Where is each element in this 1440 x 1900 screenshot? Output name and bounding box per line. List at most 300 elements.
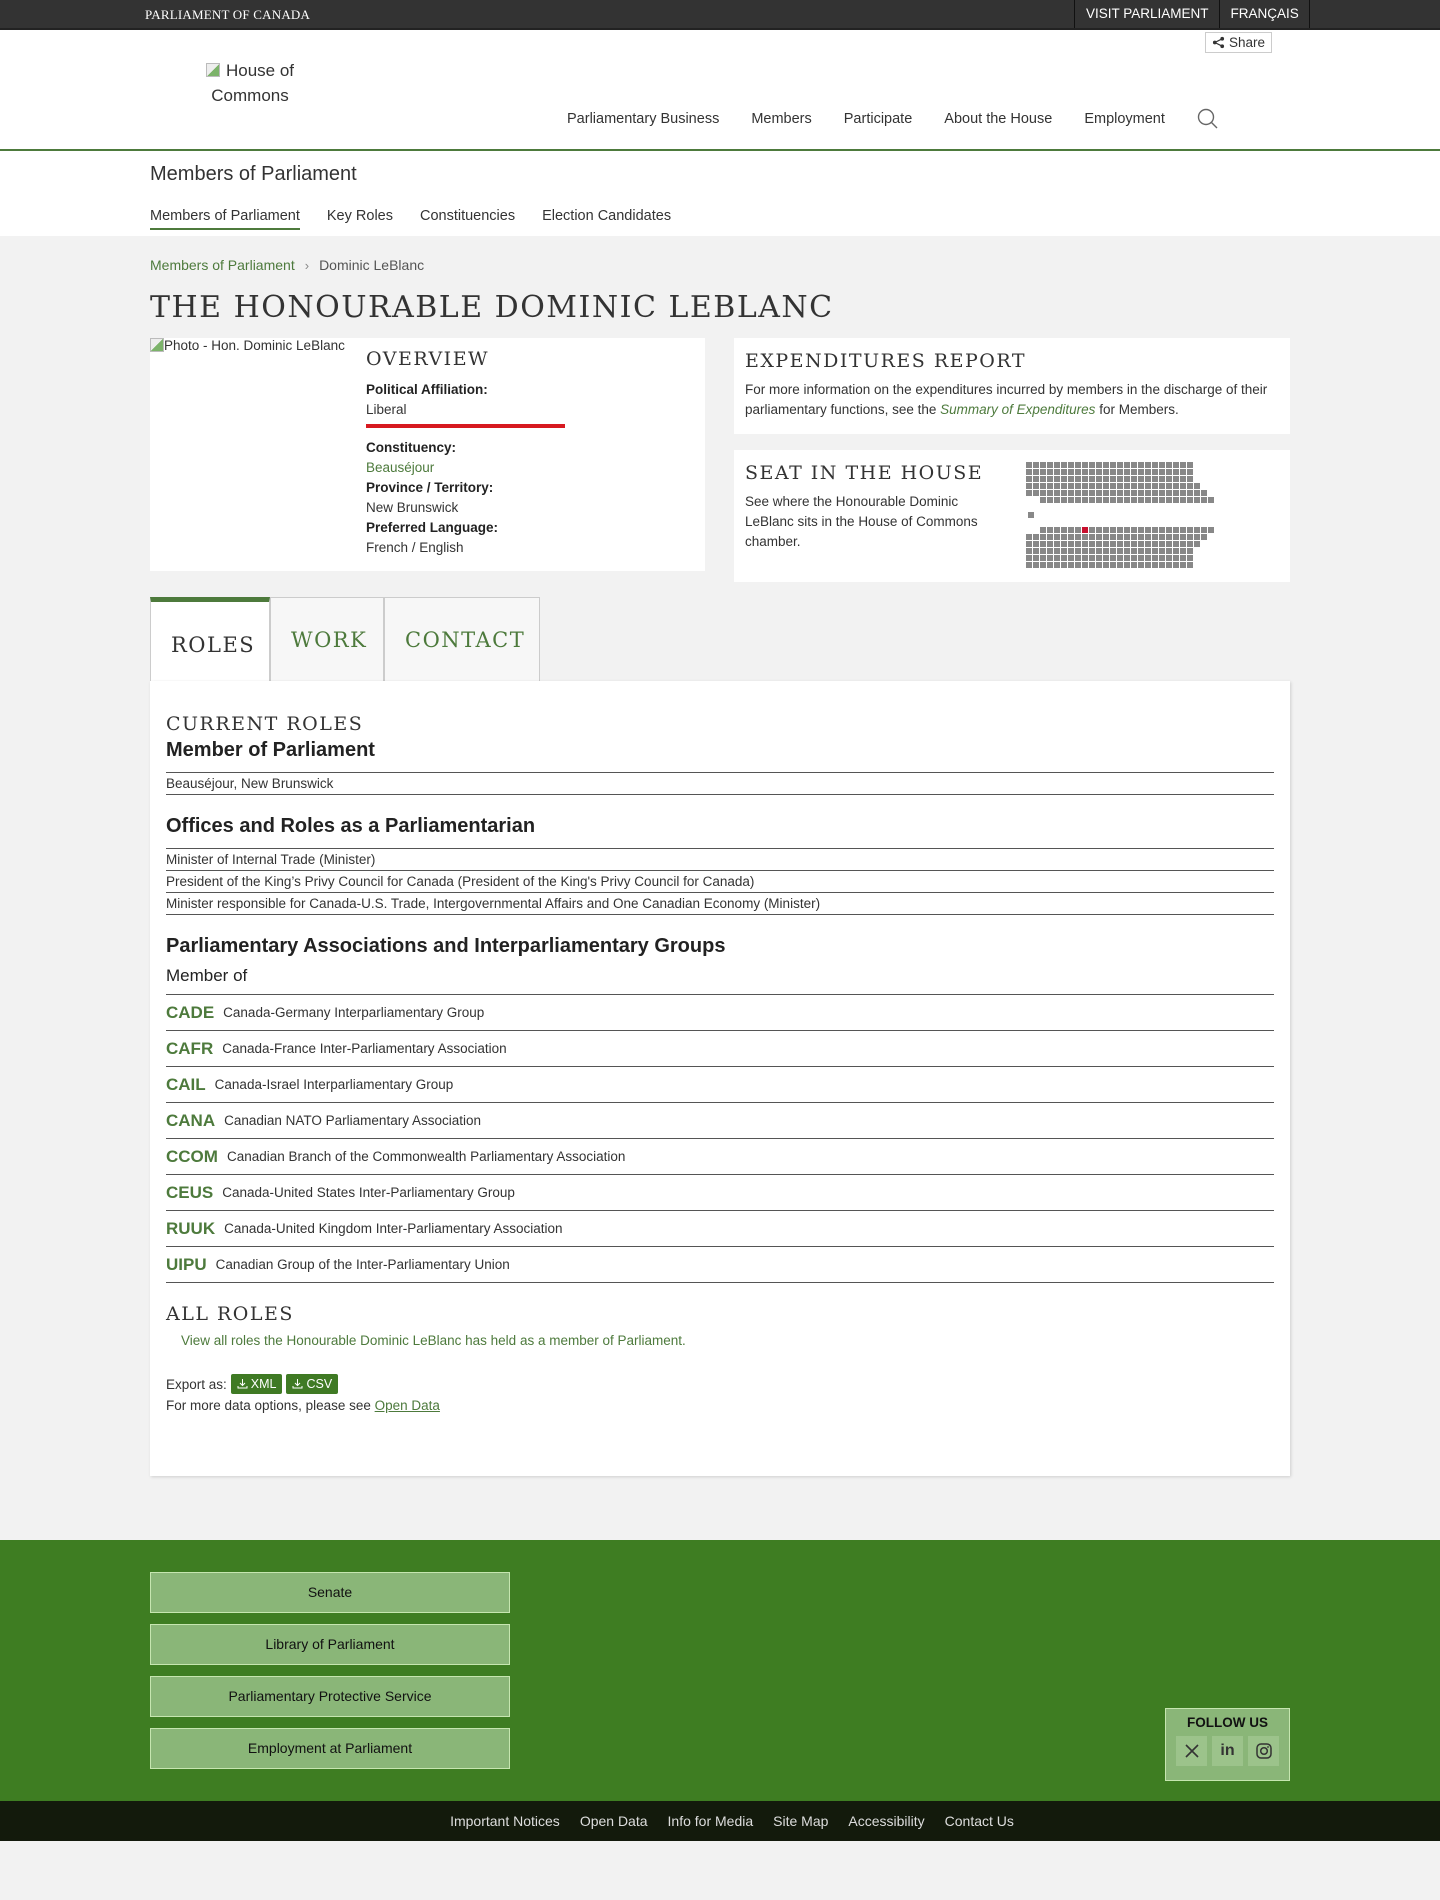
seat[interactable] <box>1103 476 1109 482</box>
seat[interactable] <box>1124 462 1130 468</box>
seat[interactable] <box>1068 534 1074 540</box>
seat[interactable] <box>1131 555 1137 561</box>
seat[interactable] <box>1124 497 1130 503</box>
seat[interactable] <box>1208 497 1214 503</box>
seat[interactable] <box>1026 476 1032 482</box>
parliament-brand[interactable]: PARLIAMENT OF CANADA <box>145 7 311 22</box>
seat[interactable] <box>1082 548 1088 554</box>
seat[interactable] <box>1075 541 1081 547</box>
seat[interactable] <box>1187 469 1193 475</box>
seat[interactable] <box>1208 527 1214 533</box>
seat[interactable] <box>1040 555 1046 561</box>
seat[interactable] <box>1110 469 1116 475</box>
export-csv-button[interactable] <box>286 1374 338 1394</box>
association-row[interactable] <box>166 1175 1274 1211</box>
seat[interactable] <box>1040 534 1046 540</box>
seat[interactable] <box>1138 541 1144 547</box>
view-all-roles-link[interactable]: View all roles the Honourable Dominic LeBlanc has held as a member of Parliament. <box>181 1333 686 1348</box>
info-for-media-link[interactable]: Info for Media <box>667 1813 754 1829</box>
seat[interactable] <box>1187 562 1193 568</box>
seat[interactable] <box>1061 541 1067 547</box>
important-notices-link[interactable]: Important Notices <box>450 1813 560 1829</box>
seat[interactable] <box>1173 462 1179 468</box>
association-code[interactable]: UIPU <box>166 1254 207 1274</box>
seat[interactable] <box>1054 548 1060 554</box>
seat[interactable] <box>1054 497 1060 503</box>
seat[interactable] <box>1173 483 1179 489</box>
seat[interactable] <box>1047 548 1053 554</box>
seat[interactable] <box>1117 476 1123 482</box>
association-row[interactable] <box>166 1031 1274 1067</box>
summary-of-expenditures-link[interactable]: Summary of Expenditures <box>940 402 1096 417</box>
seat[interactable] <box>1089 527 1095 533</box>
seat[interactable] <box>1082 555 1088 561</box>
seat[interactable] <box>1145 534 1151 540</box>
tab-work[interactable]: WORK <box>270 597 384 681</box>
seat[interactable] <box>1061 562 1067 568</box>
subnav-key-roles[interactable]: Key Roles <box>326 208 393 224</box>
seat[interactable] <box>1033 476 1039 482</box>
seat[interactable] <box>1054 562 1060 568</box>
seat[interactable] <box>1166 462 1172 468</box>
seat[interactable] <box>1138 548 1144 554</box>
seat[interactable] <box>1103 562 1109 568</box>
seat[interactable] <box>1166 555 1172 561</box>
seat[interactable] <box>1166 490 1172 496</box>
seat[interactable] <box>1124 476 1130 482</box>
seat[interactable] <box>1138 497 1144 503</box>
seat[interactable] <box>1117 534 1123 540</box>
seat[interactable] <box>1166 476 1172 482</box>
seat[interactable] <box>1096 562 1102 568</box>
association-code[interactable]: CANA <box>166 1110 216 1130</box>
seat[interactable] <box>1131 534 1137 540</box>
seat[interactable] <box>1075 462 1081 468</box>
seat[interactable] <box>1117 462 1123 468</box>
seat[interactable] <box>1103 497 1109 503</box>
seat[interactable] <box>1075 562 1081 568</box>
seat[interactable] <box>1096 483 1102 489</box>
seat[interactable] <box>1159 534 1165 540</box>
seat[interactable] <box>1110 555 1116 561</box>
seat[interactable] <box>1061 548 1067 554</box>
seat[interactable] <box>1033 548 1039 554</box>
association-code[interactable]: RUUK <box>166 1218 216 1238</box>
seat[interactable] <box>1124 541 1130 547</box>
seat[interactable] <box>1131 548 1137 554</box>
seat[interactable] <box>1180 534 1186 540</box>
accessibility-link[interactable]: Accessibility <box>848 1813 925 1829</box>
seat[interactable] <box>1124 534 1130 540</box>
export-xml-button[interactable] <box>231 1374 283 1394</box>
seat[interactable] <box>1082 562 1088 568</box>
subnav-constituencies[interactable]: Constituencies <box>419 208 516 224</box>
seat[interactable] <box>1110 562 1116 568</box>
seat[interactable] <box>1068 469 1074 475</box>
open-data-link[interactable]: Open Data <box>374 1398 440 1413</box>
seat[interactable] <box>1110 483 1116 489</box>
seat[interactable] <box>1180 562 1186 568</box>
seat[interactable] <box>1124 527 1130 533</box>
seat[interactable] <box>1103 534 1109 540</box>
seat[interactable] <box>1103 462 1109 468</box>
seat[interactable] <box>1187 490 1193 496</box>
seat[interactable] <box>1159 548 1165 554</box>
seat[interactable] <box>1096 497 1102 503</box>
association-code[interactable]: CADE <box>166 1002 215 1022</box>
seat[interactable] <box>1152 541 1158 547</box>
seat[interactable] <box>1026 483 1032 489</box>
seat[interactable] <box>1075 476 1081 482</box>
tab-roles[interactable]: ROLES <box>150 597 270 681</box>
seat[interactable] <box>1033 483 1039 489</box>
seat[interactable] <box>1033 534 1039 540</box>
seat[interactable] <box>1096 534 1102 540</box>
seat[interactable] <box>1166 541 1172 547</box>
seat[interactable] <box>1061 469 1067 475</box>
seat[interactable] <box>1145 483 1151 489</box>
seat[interactable] <box>1194 534 1200 540</box>
seat[interactable] <box>1096 462 1102 468</box>
seat[interactable] <box>1075 469 1081 475</box>
association-row[interactable] <box>166 1103 1274 1139</box>
seat[interactable] <box>1061 476 1067 482</box>
seat[interactable] <box>1166 483 1172 489</box>
seat[interactable] <box>1096 476 1102 482</box>
x-icon[interactable] <box>1176 1736 1207 1766</box>
seat[interactable] <box>1187 534 1193 540</box>
seat[interactable] <box>1033 490 1039 496</box>
share-button[interactable] <box>1205 32 1272 53</box>
constituency-link[interactable]: Beauséjour <box>366 460 435 475</box>
seat[interactable] <box>1026 548 1032 554</box>
seat[interactable] <box>1173 562 1179 568</box>
seat[interactable] <box>1152 469 1158 475</box>
seat[interactable] <box>1089 483 1095 489</box>
seat[interactable] <box>1061 490 1067 496</box>
site-map-link[interactable]: Site Map <box>773 1813 829 1829</box>
seat[interactable] <box>1180 476 1186 482</box>
seat[interactable] <box>1054 534 1060 540</box>
seat[interactable] <box>1040 541 1046 547</box>
seat[interactable] <box>1201 534 1207 540</box>
seat[interactable] <box>1152 497 1158 503</box>
seat[interactable] <box>1152 490 1158 496</box>
seat[interactable] <box>1166 562 1172 568</box>
nav-employment[interactable]: Employment <box>1084 111 1165 127</box>
seat[interactable] <box>1145 469 1151 475</box>
seat[interactable] <box>1082 490 1088 496</box>
seat[interactable] <box>1089 490 1095 496</box>
seat[interactable] <box>1201 490 1207 496</box>
seat[interactable] <box>1138 527 1144 533</box>
seat[interactable] <box>1075 555 1081 561</box>
seat[interactable] <box>1194 497 1200 503</box>
nav-parliamentary-business[interactable]: Parliamentary Business <box>567 111 720 127</box>
seat[interactable] <box>1194 490 1200 496</box>
seat[interactable] <box>1047 476 1053 482</box>
seat[interactable] <box>1033 469 1039 475</box>
seat[interactable] <box>1117 527 1123 533</box>
seat[interactable] <box>1152 483 1158 489</box>
seat[interactable] <box>1159 462 1165 468</box>
seat[interactable] <box>1138 490 1144 496</box>
seat[interactable] <box>1068 555 1074 561</box>
seat[interactable] <box>1075 534 1081 540</box>
seat[interactable] <box>1152 555 1158 561</box>
seat[interactable] <box>1166 527 1172 533</box>
seat[interactable] <box>1124 548 1130 554</box>
seat[interactable] <box>1194 527 1200 533</box>
seat[interactable] <box>1068 483 1074 489</box>
seat[interactable] <box>1138 483 1144 489</box>
seat[interactable] <box>1131 541 1137 547</box>
seat[interactable] <box>1124 483 1130 489</box>
seat[interactable] <box>1075 497 1081 503</box>
seat[interactable] <box>1187 483 1193 489</box>
seat[interactable] <box>1026 562 1032 568</box>
seat[interactable] <box>1173 555 1179 561</box>
association-code[interactable]: CAFR <box>166 1038 214 1058</box>
seat[interactable] <box>1082 483 1088 489</box>
seat[interactable] <box>1159 476 1165 482</box>
association-row[interactable] <box>166 1139 1274 1175</box>
association-row[interactable] <box>166 1247 1274 1283</box>
seat[interactable] <box>1082 534 1088 540</box>
seat[interactable] <box>1082 462 1088 468</box>
seat[interactable] <box>1110 527 1116 533</box>
seat[interactable] <box>1061 462 1067 468</box>
seat[interactable] <box>1047 462 1053 468</box>
seat[interactable] <box>1124 469 1130 475</box>
subnav-members-of-parliament[interactable]: Members of Parliament <box>150 208 300 230</box>
seat[interactable] <box>1075 483 1081 489</box>
association-row[interactable] <box>166 1211 1274 1247</box>
seat[interactable] <box>1096 490 1102 496</box>
seating-chart[interactable] <box>1026 462 1256 572</box>
seat[interactable] <box>1082 476 1088 482</box>
seat[interactable] <box>1068 490 1074 496</box>
seat[interactable] <box>1033 541 1039 547</box>
footer-link-employment[interactable]: Employment at Parliament <box>150 1728 510 1769</box>
seat[interactable] <box>1145 548 1151 554</box>
seat[interactable] <box>1061 534 1067 540</box>
seat[interactable] <box>1180 555 1186 561</box>
seat[interactable] <box>1131 476 1137 482</box>
seat[interactable] <box>1061 483 1067 489</box>
seat[interactable] <box>1138 555 1144 561</box>
seat[interactable] <box>1159 469 1165 475</box>
seat[interactable] <box>1068 497 1074 503</box>
seat[interactable] <box>1131 562 1137 568</box>
seat[interactable] <box>1159 497 1165 503</box>
seat[interactable] <box>1026 555 1032 561</box>
seat[interactable] <box>1026 490 1032 496</box>
seat[interactable] <box>1054 541 1060 547</box>
seat[interactable] <box>1054 555 1060 561</box>
seat[interactable] <box>1054 527 1060 533</box>
seat[interactable] <box>1047 527 1053 533</box>
footer-link-senate[interactable]: Senate <box>150 1572 510 1613</box>
seat[interactable] <box>1089 534 1095 540</box>
seat[interactable] <box>1089 497 1095 503</box>
seat[interactable] <box>1145 527 1151 533</box>
seat[interactable] <box>1047 497 1053 503</box>
seat[interactable] <box>1138 534 1144 540</box>
subnav-election-candidates[interactable]: Election Candidates <box>542 208 672 224</box>
seat[interactable] <box>1145 462 1151 468</box>
seat[interactable] <box>1033 562 1039 568</box>
seat[interactable] <box>1096 555 1102 561</box>
seat[interactable] <box>1124 555 1130 561</box>
seat[interactable] <box>1152 548 1158 554</box>
seat[interactable] <box>1096 541 1102 547</box>
house-of-commons-logo[interactable] <box>180 58 320 108</box>
seat[interactable] <box>1117 469 1123 475</box>
association-code[interactable]: CCOM <box>166 1146 218 1166</box>
seat[interactable] <box>1089 462 1095 468</box>
seat[interactable] <box>1061 497 1067 503</box>
seat[interactable] <box>1026 534 1032 540</box>
seat[interactable] <box>1047 562 1053 568</box>
seat[interactable] <box>1026 462 1032 468</box>
seat[interactable] <box>1110 497 1116 503</box>
seat[interactable] <box>1187 527 1193 533</box>
seat[interactable] <box>1096 527 1102 533</box>
seat[interactable] <box>1082 497 1088 503</box>
seat[interactable] <box>1033 462 1039 468</box>
seat[interactable] <box>1131 527 1137 533</box>
seat[interactable] <box>1110 534 1116 540</box>
seat[interactable] <box>1159 483 1165 489</box>
search-icon[interactable] <box>1197 108 1219 130</box>
association-code[interactable]: CAIL <box>166 1074 206 1094</box>
seat[interactable] <box>1103 527 1109 533</box>
seat[interactable] <box>1173 476 1179 482</box>
seat[interactable] <box>1110 476 1116 482</box>
seat[interactable] <box>1173 497 1179 503</box>
seat[interactable] <box>1068 541 1074 547</box>
seat[interactable] <box>1159 527 1165 533</box>
seat[interactable] <box>1173 534 1179 540</box>
seat[interactable] <box>1145 562 1151 568</box>
seat[interactable] <box>1075 527 1081 533</box>
seat[interactable] <box>1040 483 1046 489</box>
seat[interactable] <box>1047 490 1053 496</box>
seat[interactable] <box>1061 527 1067 533</box>
seat[interactable] <box>1187 541 1193 547</box>
seat[interactable] <box>1082 469 1088 475</box>
seat[interactable] <box>1187 497 1193 503</box>
seat[interactable] <box>1145 555 1151 561</box>
seat[interactable] <box>1117 548 1123 554</box>
seat[interactable] <box>1166 534 1172 540</box>
seat[interactable] <box>1131 469 1137 475</box>
seat[interactable] <box>1110 462 1116 468</box>
seat[interactable] <box>1089 541 1095 547</box>
seat[interactable] <box>1138 469 1144 475</box>
seat[interactable] <box>1061 555 1067 561</box>
seat[interactable] <box>1110 490 1116 496</box>
seat[interactable] <box>1096 469 1102 475</box>
seat[interactable] <box>1187 548 1193 554</box>
seat[interactable] <box>1054 476 1060 482</box>
seat[interactable] <box>1054 483 1060 489</box>
seat[interactable] <box>1131 490 1137 496</box>
seat[interactable] <box>1201 497 1207 503</box>
seat[interactable] <box>1028 512 1034 518</box>
seat[interactable] <box>1166 469 1172 475</box>
seat[interactable] <box>1145 476 1151 482</box>
seat[interactable] <box>1068 527 1074 533</box>
seat[interactable] <box>1117 497 1123 503</box>
seat[interactable] <box>1131 462 1137 468</box>
seat[interactable] <box>1173 548 1179 554</box>
seat[interactable] <box>1089 469 1095 475</box>
seat[interactable] <box>1159 490 1165 496</box>
seat[interactable] <box>1173 527 1179 533</box>
seat[interactable] <box>1068 476 1074 482</box>
seat[interactable] <box>1159 562 1165 568</box>
seat[interactable] <box>1131 483 1137 489</box>
seat[interactable] <box>1068 562 1074 568</box>
seat[interactable] <box>1033 555 1039 561</box>
seat[interactable] <box>1040 527 1046 533</box>
seat[interactable] <box>1194 541 1200 547</box>
seat[interactable] <box>1180 483 1186 489</box>
seat[interactable] <box>1152 527 1158 533</box>
seat[interactable] <box>1047 469 1053 475</box>
seat[interactable] <box>1180 462 1186 468</box>
seat[interactable] <box>1187 462 1193 468</box>
seat[interactable] <box>1110 541 1116 547</box>
seat[interactable] <box>1040 490 1046 496</box>
seat[interactable] <box>1145 541 1151 547</box>
seat[interactable] <box>1145 490 1151 496</box>
linkedin-icon[interactable]: in <box>1212 1736 1243 1766</box>
seat[interactable] <box>1040 548 1046 554</box>
seat[interactable] <box>1110 548 1116 554</box>
seat[interactable] <box>1040 562 1046 568</box>
seat[interactable] <box>1047 555 1053 561</box>
seat[interactable] <box>1180 469 1186 475</box>
seat[interactable] <box>1040 469 1046 475</box>
nav-members[interactable]: Members <box>751 111 812 127</box>
seat[interactable] <box>1180 548 1186 554</box>
seat[interactable] <box>1124 562 1130 568</box>
seat[interactable] <box>1040 462 1046 468</box>
seat[interactable] <box>1117 490 1123 496</box>
seat[interactable] <box>1089 548 1095 554</box>
seat[interactable] <box>1096 548 1102 554</box>
seat[interactable] <box>1075 548 1081 554</box>
seat[interactable] <box>1103 555 1109 561</box>
nav-about-the-house[interactable]: About the House <box>944 111 1053 127</box>
seat[interactable] <box>1026 469 1032 475</box>
seat[interactable] <box>1103 490 1109 496</box>
footer-link-library[interactable]: Library of Parliament <box>150 1624 510 1665</box>
association-row[interactable] <box>166 1067 1274 1103</box>
seat[interactable] <box>1124 490 1130 496</box>
instagram-icon[interactable] <box>1248 1736 1279 1766</box>
seat[interactable] <box>1138 562 1144 568</box>
seat[interactable] <box>1040 497 1046 503</box>
seat[interactable] <box>1152 562 1158 568</box>
language-toggle-link[interactable]: FRANÇAIS <box>1220 0 1310 28</box>
seat[interactable] <box>1054 490 1060 496</box>
seat[interactable] <box>1173 469 1179 475</box>
seat[interactable] <box>1152 462 1158 468</box>
